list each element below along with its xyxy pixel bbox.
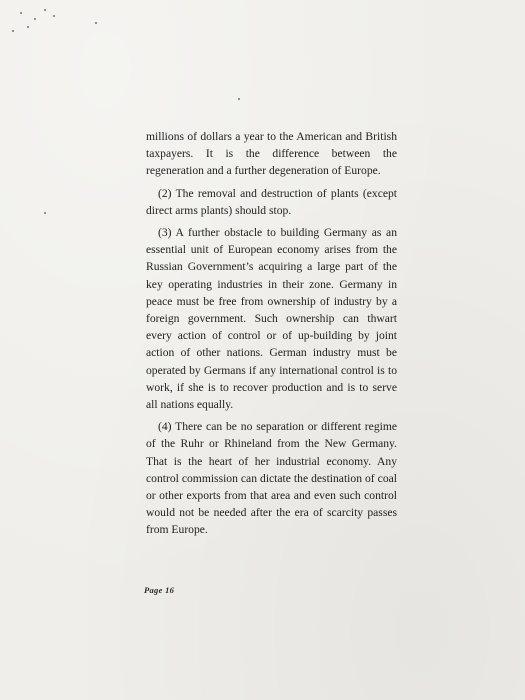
paragraph-continuation: millions of dollars a year to the American and British taxpayers. It is the difference between the regeneration and a further degeneration of Europe.: [146, 130, 397, 178]
page-number: Page 16: [144, 585, 175, 595]
paragraph-2: (2) The removal and destruction of plants (except direct arms plants) should stop.: [146, 186, 397, 217]
paper-speck: [53, 15, 55, 17]
paper-speck: [12, 30, 14, 32]
paragraph-4: (4) There can be no separation or different regime of the Ruhr or Rhineland from the New Germany. That is the heart of her industrial economy. Any control commission can dictate the destination of coal or other exports from that area and even such control would not be needed after the era of scarcity passes from Europe.: [146, 420, 397, 537]
paper-speck: [27, 26, 29, 28]
paper-speck: [238, 98, 240, 100]
paper-speck: [20, 12, 22, 14]
paragraph-3: (3) A further obstacle to building Germany as an essential unit of European economy arises from the Russian Government’s acquiring a large part of the key operating industries in their zone. Germany in peace must be free from ownership of industry by a foreign government. Such ownership can thwart every action of control or of up-building by joint action of other nations. German industry must be operated by Germans if any international control is to work, if she is to recover production and is to serve all nations equally.: [146, 226, 397, 412]
paper-speck: [95, 22, 97, 24]
paper-speck: [44, 212, 46, 214]
paper-speck: [34, 18, 36, 20]
paper-speck: [44, 9, 46, 11]
body-text: [146, 128, 397, 544]
